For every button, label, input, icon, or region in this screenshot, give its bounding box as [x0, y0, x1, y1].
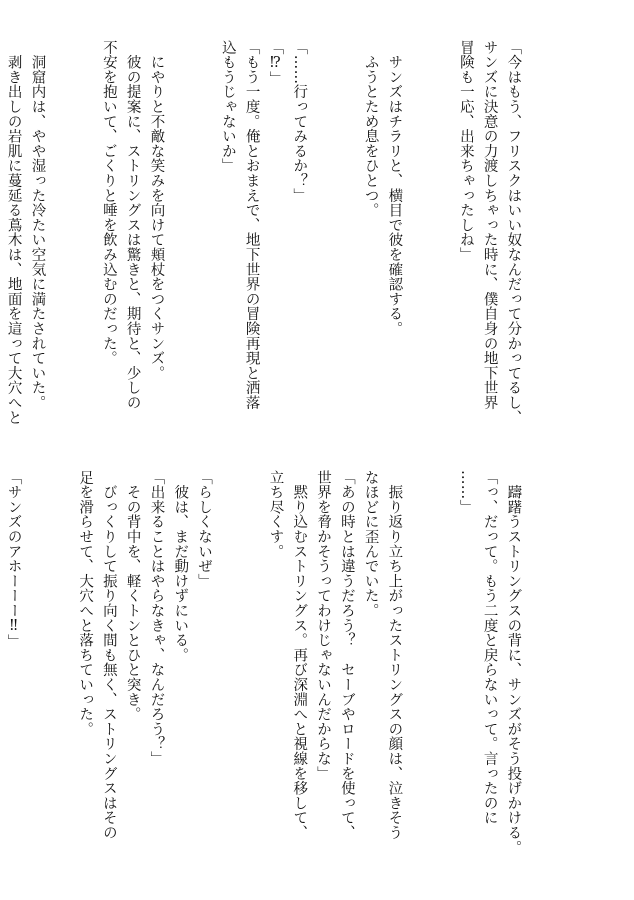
paragraph: 洞窟内は、やや湿った冷たい空気に満たされていた。 剥き出しの岩肌に蔓延る蔦木は、地面を這って大穴へと — [5, 54, 46, 425]
bottom-text-block — [0, 470, 634, 870]
paragraph: 振り返り立ち上がったストリングスの顔は、泣きそう なほどに歪んでいた。 「あの時とは違うだろう？ セーブやロードを使って、 世界を脅かそうってわけじゃないんだからな」 黙り込むストリングス。再び深淵へと視線を移して、 立ち尽くす。 — [267, 470, 403, 840]
paragraph: サンズはチラリと、横目で彼を確認する。 ふうとため息をひとつ。 — [362, 54, 403, 336]
paragraph: 「サンズのアホーーー‼」 — [5, 470, 22, 650]
paragraph: 「今はもう、フリスクはいい奴なんだって分かってるし、 サンズに決意の力渡しちゃった時に、僕自身の地下世界 冒険も一応、出来ちゃったしね」 — [457, 40, 522, 425]
bottom-vertical-text — [0, 470, 572, 870]
top-text-block — [0, 40, 634, 440]
paragraph: 「……行ってみるか？」 「⁉」 「もう一度。俺とおまえで、地下世界の冒険再現と洒落 込もうじゃないか」 — [219, 40, 308, 410]
top-vertical-text — [0, 40, 572, 440]
paragraph: 「らしくないぜ」 彼は、まだ動けずにいる。 「出来ることはやらなきゃ、なんだろう？」 その背中を、軽くトンとひと突き。 びっくりして振り向く間も無く、ストリングスはその 足を滑らせて、大穴へと落ちていった。 — [77, 470, 213, 840]
paragraph: にやりと不敵な笑みを向けて頬杖をつくサンズ。 彼の提案に、ストリングスは驚きと、期待と、少しの 不安を抱いて、ごくりと唾を飲み込むのだった。 — [100, 40, 165, 410]
paragraph: 躊躇うストリングスの背に、サンズがそう投げかける。 「っ、だって。もう二度と戻らないって。言ったのに ……」 — [457, 470, 522, 855]
